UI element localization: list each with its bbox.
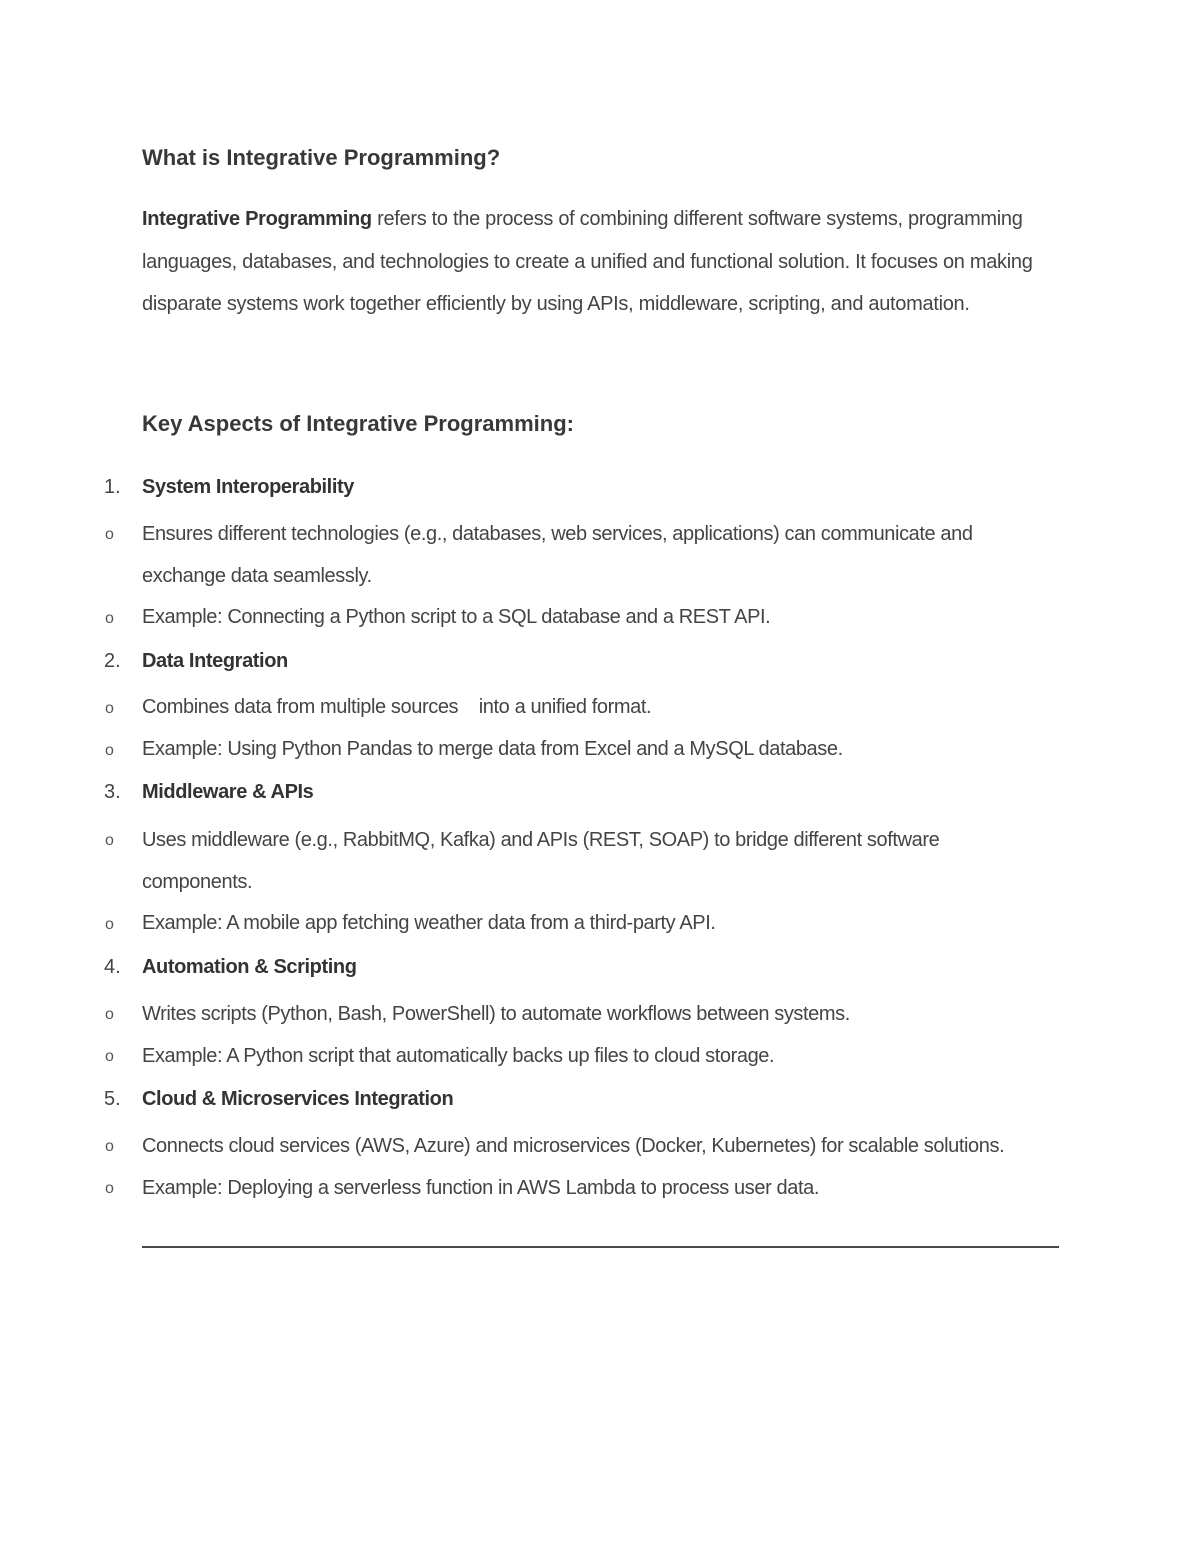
item-title: Automation & Scripting <box>142 956 357 978</box>
bullet-marker: o <box>105 916 114 933</box>
bullet-marker: o <box>105 1006 114 1023</box>
heading-what-is: What is Integrative Programming? <box>142 145 501 170</box>
item-number: 3. <box>104 781 121 803</box>
bullet-text: Combines data from multiple sources into a unified format. <box>142 696 652 718</box>
bullet-text: Writes scripts (Python, Bash, PowerShell) to automate workflows between systems. <box>142 1003 850 1025</box>
bullet-marker: o <box>105 1180 114 1197</box>
horizontal-rule <box>142 1246 1059 1248</box>
bullet-text: Example: Deploying a serverless function in AWS Lambda to process user data. <box>142 1177 819 1199</box>
intro-bold-term: Integrative Programming <box>142 208 372 230</box>
item-number: 5. <box>104 1088 121 1110</box>
bullet-marker: o <box>105 1138 114 1155</box>
item-title: Data Integration <box>142 650 288 672</box>
bullet-marker: o <box>105 700 114 717</box>
item-title: System Interoperability <box>142 476 354 498</box>
bullet-text: Uses middleware (e.g., RabbitMQ, Kafka) and APIs (REST, SOAP) to bridge different software <box>142 829 940 851</box>
bullet-text-continued: components. <box>142 871 253 893</box>
intro-line-3: disparate systems work together efficiently by using APIs, middleware, scripting, and automation. <box>142 293 970 315</box>
bullet-marker: o <box>105 742 114 759</box>
heading-key-aspects: Key Aspects of Integrative Programming: <box>142 411 574 436</box>
intro-line-1 <box>142 208 1023 231</box>
bullet-text: Example: A mobile app fetching weather data from a third-party API. <box>142 912 716 934</box>
bullet-text: Example: Connecting a Python script to a SQL database and a REST API. <box>142 606 771 628</box>
bullet-marker: o <box>105 1048 114 1065</box>
bullet-text: Example: Using Python Pandas to merge data from Excel and a MySQL database. <box>142 738 843 760</box>
item-number: 4. <box>104 956 121 978</box>
intro-line-2: languages, databases, and technologies to create a unified and functional solution. It focuses on making <box>142 251 1033 273</box>
intro-line-1-rest: refers to the process of combining different software systems, programming <box>371 208 1023 230</box>
bullet-text: Ensures different technologies (e.g., databases, web services, applications) can communicate and <box>142 523 973 545</box>
bullet-marker: o <box>105 526 114 543</box>
bullet-marker: o <box>105 610 114 627</box>
bullet-text: Example: A Python script that automatically backs up files to cloud storage. <box>142 1045 775 1067</box>
item-title: Middleware & APIs <box>142 781 314 803</box>
bullet-marker: o <box>105 832 114 849</box>
bullet-text: Connects cloud services (AWS, Azure) and microservices (Docker, Kubernetes) for scalable solutions. <box>142 1135 1005 1157</box>
item-number: 2. <box>104 650 121 672</box>
bullet-text-continued: exchange data seamlessly. <box>142 565 372 587</box>
item-title: Cloud & Microservices Integration <box>142 1088 454 1110</box>
item-number: 1. <box>104 476 121 498</box>
